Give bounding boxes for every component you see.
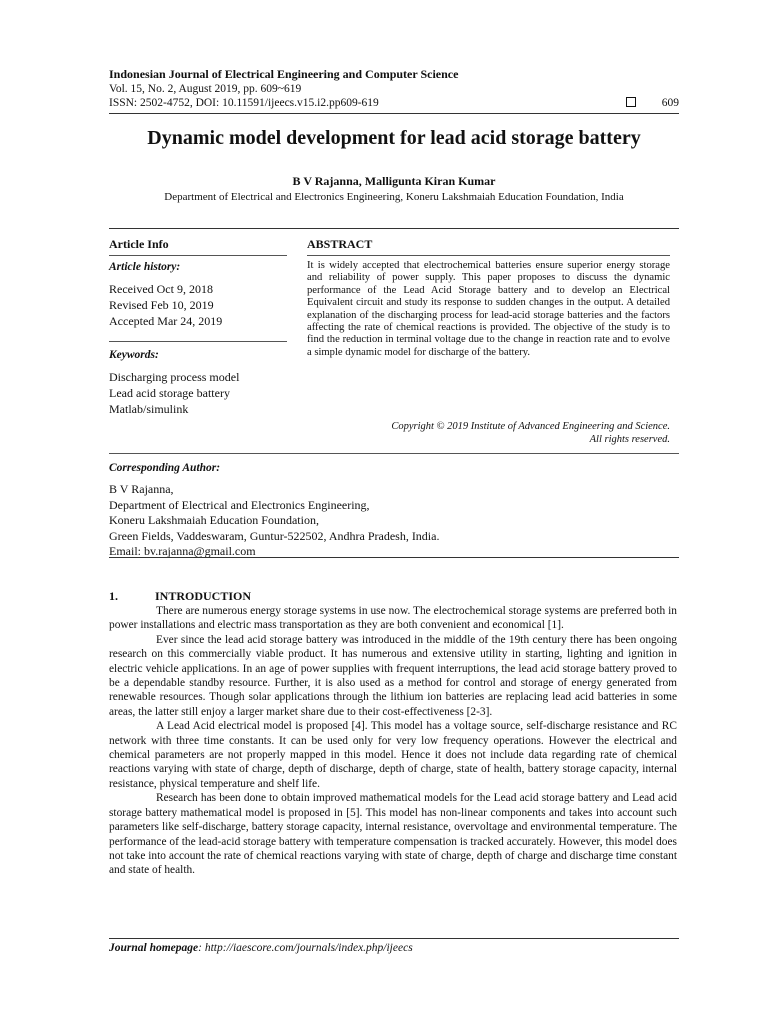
- introduction-section: [109, 589, 677, 878]
- paper-title: Dynamic model development for lead acid storage battery: [147, 127, 641, 149]
- revised-date: Revised Feb 10, 2019: [109, 298, 214, 312]
- section-heading: [109, 589, 677, 603]
- section-number: 1.: [109, 589, 118, 603]
- section-title: INTRODUCTION: [155, 589, 252, 603]
- body-paragraph: A Lead Acid electrical model is proposed [4]. This model has a voltage source, self-discharge resistance and RC network with three time constants. It can be used only for very low frequency operations. However the electrical and chemical parameters are not properly mapped in this model. Hence it does not include data regarding rate of chemical reactions varying with state of charge, depth of discharge, depth of charge, state of health, battery storage capacity, internal resistance, physical temperature and shelf life.: [109, 720, 677, 790]
- affiliation: Department of Electrical and Electronics Engineering, Koneru Lakshmaiah Education Foundation, India: [164, 191, 624, 203]
- body-paragraph: There are numerous energy storage systems in use now. The electrochemical storage systems are preferred both in power installations and electric mass transportation as they are both convenient and economical [1].: [109, 605, 677, 632]
- abstract-text: It is widely accepted that electrochemical batteries ensure superior energy storage and reliability of power supply. This paper proposes to discuss the dynamic performance of the Lead Acid Storage battery and to develop an Electrical Equivalent circuit and study its response to sudden changes in the output. A detailed explanation of the discharging process for lead-acid storage batteries and the factors affecting the rate of chemical reactions is provided. The objective of the study is to find the reduction in terminal voltage due to the change in reaction rate and to evolve a simple dynamic model for discharge of the battery.: [307, 260, 670, 358]
- journal-footer: Journal homepage: http://iaescore.com/journals/index.php/ijeecs: [109, 942, 413, 954]
- info-top-rule: [109, 228, 679, 229]
- authors: B V Rajanna, Malligunta Kiran Kumar: [292, 174, 496, 188]
- issn-doi: ISSN: 2502-4752, DOI: 10.11591/ijeecs.v15.i2.pp609-619: [109, 97, 379, 109]
- abstract: [307, 236, 670, 359]
- keyword-item: Discharging process model: [109, 370, 240, 384]
- abstract-rule: [307, 255, 670, 256]
- keywords-rule: [109, 341, 287, 342]
- corresponding-line: B V Rajanna,: [109, 482, 174, 496]
- volume-info: Vol. 15, No. 2, August 2019, pp. 609~619: [109, 83, 302, 95]
- copyright-notice: [307, 420, 670, 446]
- page-number-box: [626, 96, 679, 110]
- article-info-heading: Article Info: [109, 237, 169, 251]
- homepage-link[interactable]: http://iaescore.com/journals/index.php/ijeecs: [204, 942, 413, 954]
- homepage-label: Journal homepage: [109, 942, 199, 954]
- article-info-rule: [109, 255, 287, 256]
- page-number: 609: [661, 97, 679, 109]
- keyword-item: Lead acid storage battery: [109, 386, 230, 400]
- keyword-item: Matlab/simulink: [109, 402, 189, 416]
- rights-line: All rights reserved.: [589, 434, 670, 445]
- square-icon: [626, 97, 636, 107]
- corresponding-line: Green Fields, Vaddeswaram, Guntur-522502, Andhra Pradesh, India.: [109, 528, 440, 543]
- corresponding-author: [109, 461, 679, 560]
- corresponding-line: Koneru Lakshmaiah Education Foundation,: [109, 513, 319, 527]
- info-bottom-rule: [109, 557, 679, 558]
- copyright-line: Copyright © 2019 Institute of Advanced Engineering and Science.: [391, 421, 670, 432]
- corresponding-line: Department of Electrical and Electronics Engineering,: [109, 497, 370, 512]
- abstract-heading: ABSTRACT: [307, 237, 373, 251]
- history-label: Article history:: [109, 261, 181, 273]
- corresponding-rule: [109, 453, 679, 454]
- corresponding-email: Email: bv.rajanna@gmail.com: [109, 544, 256, 558]
- accepted-date: Accepted Mar 24, 2019: [109, 314, 223, 328]
- body-paragraph: Research has been done to obtain improved mathematical models for the Lead acid storage battery and Lead acid storage battery mathematical model is proposed in [5]. This model has non-linear components and takes into account such parameters like self-discharge, battery storage capacity, internal resistance, overvoltage and environmental temperature. The performance of the lead-acid storage battery with temperature compensation is tracked accurately. However, this model does not take into account the rate of chemical reactions varying with state of charge, depth of charge and discharge time constant and state of health.: [109, 792, 677, 877]
- running-header: [109, 67, 679, 114]
- footer-rule: [109, 938, 679, 939]
- journal-name: Indonesian Journal of Electrical Engineering and Computer Science: [109, 67, 459, 81]
- corresponding-label: Corresponding Author:: [109, 462, 221, 474]
- body-paragraph: Ever since the lead acid storage battery was introduced in the middle of the 19th century there has been ongoing research on this commercially viable product. It has numerous and extensive utility in starting, lighting and ignition in electric vehicle applications. In an age of power supplies with frequent interruptions, the lead acid storage battery proved to be a dependable standby resource. Further, it is also used as a method for control and storage of energy generated from renewable resources. Though solar applications through the lithium ion batteries are replacing lead acid batteries in some areas, the latter still enjoy a larger market share due to their cost-effectiveness [2-3].: [109, 633, 677, 718]
- header-rule: [109, 113, 679, 114]
- issn-row: [109, 96, 679, 110]
- received-date: Received Oct 9, 2018: [109, 282, 213, 296]
- article-info: [109, 236, 287, 417]
- keywords-label: Keywords:: [109, 349, 159, 361]
